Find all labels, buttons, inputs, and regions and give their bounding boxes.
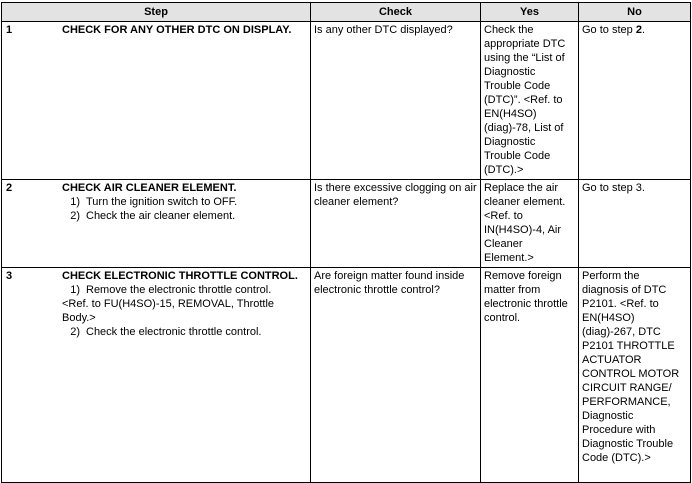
header-no: No xyxy=(579,3,691,22)
table-row xyxy=(2,22,691,180)
step-title: CHECK FOR ANY OTHER DTC ON DISPLAY. xyxy=(62,24,292,36)
header-yes: Yes xyxy=(481,3,579,22)
table-header-row xyxy=(2,3,691,22)
step-body xyxy=(62,181,307,223)
step-number: 1 xyxy=(6,24,13,36)
substep-number: 2) xyxy=(70,326,80,338)
substep xyxy=(62,195,305,209)
substep xyxy=(62,283,305,297)
no-text: Perform the diagnosis of DTC P2101. <Ref. to EN(H4SO)(diag)-267, DTC P2101 THROTTLE ACTUATOR CONTROL MOTOR CIRCUIT RANGE/ PERFORMANCE, Diagnostic Procedure with Diagnostic Trouble Code (DTC).> xyxy=(582,270,680,464)
no-step-ref: 2 xyxy=(635,24,642,36)
step-title: CHECK ELECTRONIC THROTTLE CONTROL. xyxy=(62,270,298,282)
step-body xyxy=(62,23,307,37)
no-cell xyxy=(579,22,691,180)
no-suffix: . xyxy=(641,24,645,36)
step-cell xyxy=(2,268,311,483)
step-cell xyxy=(2,22,311,180)
substep-text: Check the electronic throttle control. xyxy=(86,326,262,338)
check-cell: Is there excessive clogging on air cleaner element? xyxy=(311,180,481,268)
no-cell xyxy=(579,268,691,483)
no-text: Go to step xyxy=(582,24,636,36)
header-check: Check xyxy=(311,3,481,22)
substep-text: Remove the electronic throttle control. xyxy=(86,284,272,296)
table-row xyxy=(2,180,691,268)
check-cell: Are foreign matter found inside electronic throttle control? xyxy=(311,268,481,483)
yes-cell: Remove foreign matter from electronic throttle control. xyxy=(481,268,579,483)
no-text: Go to step 3. xyxy=(582,182,645,194)
substep-text: Turn the ignition switch to OFF. xyxy=(86,196,238,208)
step-number: 3 xyxy=(6,270,13,282)
substep xyxy=(62,209,305,223)
step-cell xyxy=(2,180,311,268)
no-cell xyxy=(579,180,691,268)
step-body xyxy=(62,269,307,339)
substep-number: 1) xyxy=(70,196,80,208)
header-step: Step xyxy=(2,3,311,22)
table-row xyxy=(2,268,691,483)
diagnostic-procedure-table xyxy=(1,2,691,483)
check-cell: Is any other DTC displayed? xyxy=(311,22,481,180)
substep-text: Check the air cleaner element. xyxy=(86,210,236,222)
substep xyxy=(62,325,305,339)
substep-number: 2) xyxy=(70,210,80,222)
yes-cell: Replace the air cleaner element. <Ref. to IN(H4SO)-4, Air Cleaner Element.> xyxy=(481,180,579,268)
substep-number: 1) xyxy=(70,284,80,296)
substep-reference: <Ref. to FU(H4SO)-15, REMOVAL, Throttle Body.> xyxy=(62,298,275,324)
step-title: CHECK AIR CLEANER ELEMENT. xyxy=(62,182,237,194)
yes-cell: Check the appropriate DTC using the “List of Diagnostic Trouble Code (DTC)”. <Ref. to EN(H4SO)(diag)-78, List of Diagnostic Trouble Code (DTC).> xyxy=(481,22,579,180)
step-number: 2 xyxy=(6,182,13,194)
